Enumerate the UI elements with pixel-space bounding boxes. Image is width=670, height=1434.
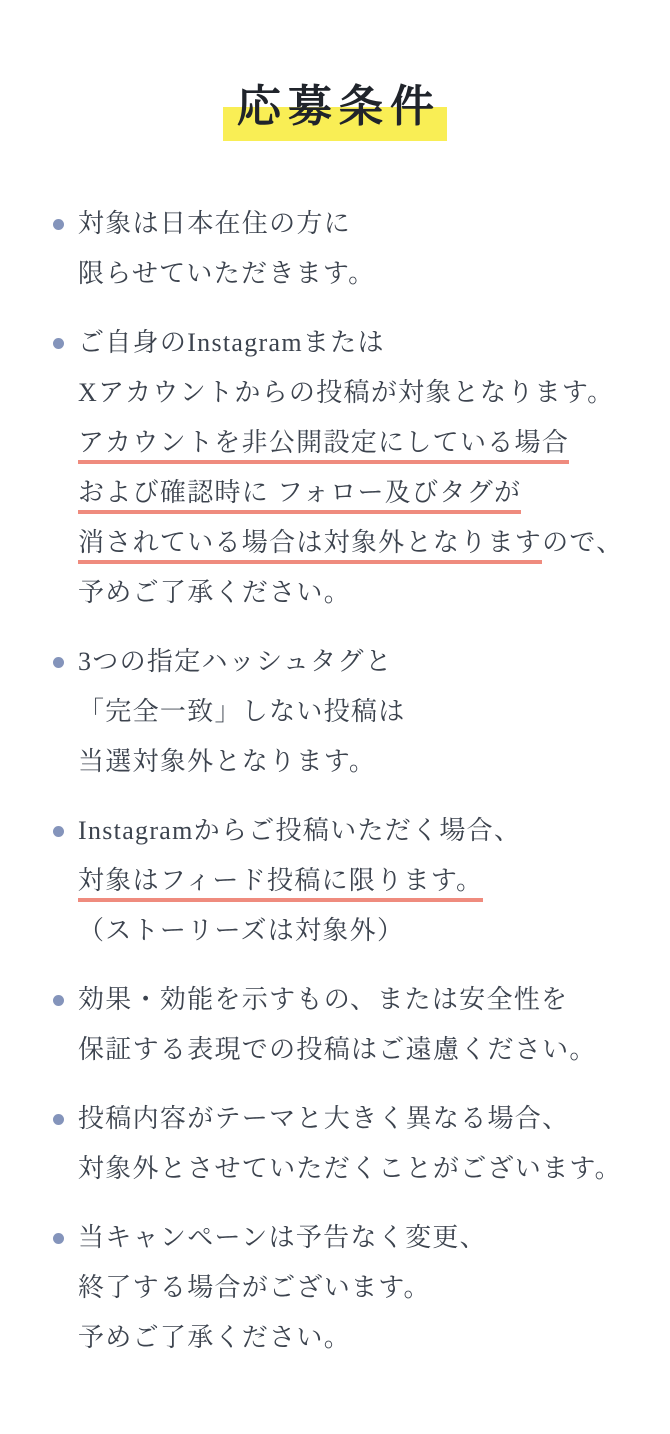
condition-line	[78, 806, 660, 856]
text-segment: 終了する場合がございます。	[78, 1273, 431, 1302]
underlined-text: アカウントを非公開設定にしている場合	[78, 428, 569, 464]
underlined-text: 対象はフィード投稿に限ります。	[78, 866, 483, 902]
bullet-dot-icon	[53, 219, 64, 230]
condition-line	[78, 856, 660, 906]
condition-text	[78, 975, 660, 1075]
underlined-text: および確認時に フォロー及びタグが	[78, 478, 521, 514]
condition-line	[78, 975, 660, 1025]
text-segment: 予めご了承ください。	[78, 578, 352, 607]
condition-line	[78, 1144, 660, 1194]
text-segment: 保証する表現での投稿はご遠慮ください。	[78, 1035, 597, 1064]
page-header	[0, 70, 670, 141]
text-segment: 当選対象外となります。	[78, 747, 377, 776]
text-segment: （ストーリーズは対象外）	[78, 916, 405, 945]
bullet-dot-icon	[53, 1114, 64, 1125]
condition-text	[78, 806, 660, 956]
condition-line	[78, 687, 660, 737]
condition-item	[78, 199, 660, 299]
condition-line	[78, 518, 660, 568]
condition-line	[78, 199, 660, 249]
condition-line	[78, 1263, 660, 1313]
page-title-text: 応募条件	[223, 70, 447, 141]
condition-line	[78, 1313, 660, 1363]
condition-item	[78, 1094, 660, 1194]
text-segment: Xアカウントからの投稿が対象となります。	[78, 378, 615, 407]
text-segment: 対象外とさせていただくことがございます。	[78, 1154, 622, 1183]
text-segment: 予めご了承ください。	[78, 1323, 352, 1352]
condition-line	[78, 318, 660, 368]
bullet-dot-icon	[53, 657, 64, 668]
text-segment: 効果・効能を示すもの、または安全性を	[78, 985, 569, 1014]
condition-item	[78, 975, 660, 1075]
condition-item	[78, 637, 660, 787]
text-segment: 限らせていただきます。	[78, 259, 376, 288]
condition-line	[78, 568, 660, 618]
condition-line	[78, 468, 660, 518]
condition-line	[78, 418, 660, 468]
underlined-text: 消されている場合は対象外となります	[78, 528, 542, 564]
bullet-dot-icon	[53, 1233, 64, 1244]
condition-text	[78, 1213, 660, 1363]
text-segment: ご自身のInstagramまたは	[78, 328, 385, 357]
condition-line	[78, 1025, 660, 1075]
condition-text	[78, 1094, 660, 1194]
condition-item	[78, 806, 660, 956]
condition-item	[78, 318, 660, 618]
condition-text	[78, 318, 660, 618]
condition-line	[78, 737, 660, 787]
condition-line	[78, 368, 660, 418]
text-segment: 3つの指定ハッシュタグと	[78, 647, 393, 676]
condition-item	[78, 1213, 660, 1363]
text-segment: 投稿内容がテーマと大きく異なる場合、	[78, 1104, 570, 1133]
condition-text	[78, 637, 660, 787]
bullet-dot-icon	[53, 338, 64, 349]
condition-line	[78, 906, 660, 956]
conditions-list	[0, 199, 670, 1363]
condition-line	[78, 637, 660, 687]
condition-line	[78, 249, 660, 299]
text-segment: ので、	[542, 528, 624, 557]
condition-text	[78, 199, 660, 299]
condition-line	[78, 1094, 660, 1144]
text-segment: 対象は日本在住の方に	[78, 209, 352, 238]
condition-line	[78, 1213, 660, 1263]
page-title	[0, 70, 670, 141]
text-segment: 「完全一致」しない投稿は	[78, 697, 406, 726]
bullet-dot-icon	[53, 826, 64, 837]
text-segment: 当キャンペーンは予告なく変更、	[78, 1223, 487, 1252]
bullet-dot-icon	[53, 995, 64, 1006]
text-segment: Instagramからご投稿いただく場合、	[78, 816, 522, 845]
